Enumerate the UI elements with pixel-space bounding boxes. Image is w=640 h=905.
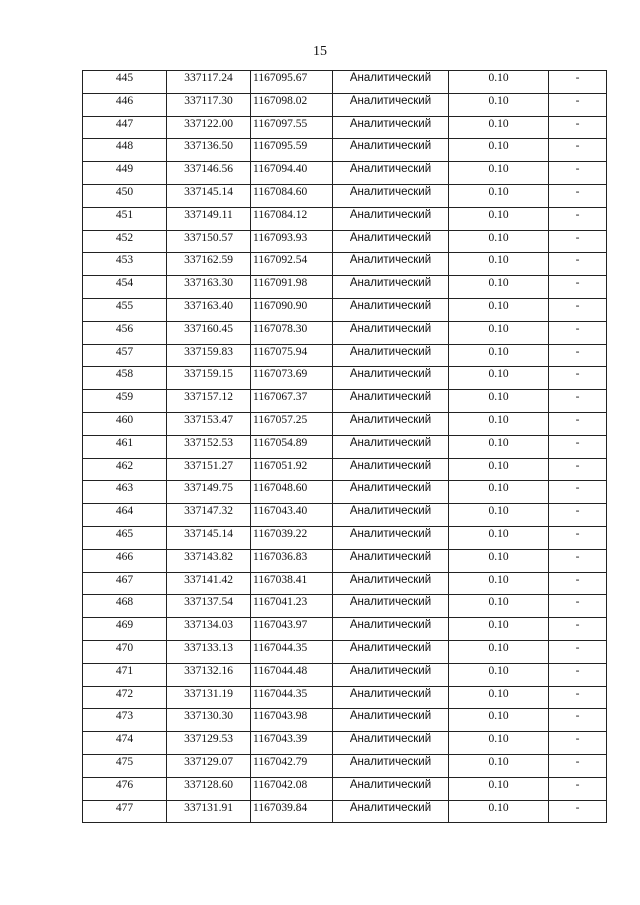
point-number-cell: 445 xyxy=(83,71,167,94)
point-number-cell: 464 xyxy=(83,504,167,527)
x-coordinate-cell: 337159.15 xyxy=(167,367,251,390)
x-coordinate-cell: 337117.30 xyxy=(167,93,251,116)
note-cell: - xyxy=(549,618,607,641)
point-number-cell: 453 xyxy=(83,253,167,276)
method-cell: Аналитический xyxy=(333,390,449,413)
x-coordinate-cell: 337149.11 xyxy=(167,207,251,230)
method-cell: Аналитический xyxy=(333,116,449,139)
table-row xyxy=(83,777,607,800)
table-row xyxy=(83,686,607,709)
y-coordinate-cell: 1167044.48 xyxy=(251,663,333,686)
accuracy-cell: 0.10 xyxy=(449,162,549,185)
point-number-cell: 474 xyxy=(83,732,167,755)
note-cell: - xyxy=(549,321,607,344)
method-cell: Аналитический xyxy=(333,526,449,549)
method-cell: Аналитический xyxy=(333,344,449,367)
note-cell: - xyxy=(549,640,607,663)
table-row xyxy=(83,321,607,344)
method-cell: Аналитический xyxy=(333,162,449,185)
method-cell: Аналитический xyxy=(333,618,449,641)
method-cell: Аналитический xyxy=(333,572,449,595)
accuracy-cell: 0.10 xyxy=(449,686,549,709)
x-coordinate-cell: 337136.50 xyxy=(167,139,251,162)
table-row xyxy=(83,116,607,139)
x-coordinate-cell: 337145.14 xyxy=(167,184,251,207)
point-number-cell: 477 xyxy=(83,800,167,823)
accuracy-cell: 0.10 xyxy=(449,526,549,549)
accuracy-cell: 0.10 xyxy=(449,709,549,732)
table-row xyxy=(83,390,607,413)
table-row xyxy=(83,162,607,185)
note-cell: - xyxy=(549,458,607,481)
table-row xyxy=(83,754,607,777)
accuracy-cell: 0.10 xyxy=(449,754,549,777)
y-coordinate-cell: 1167036.83 xyxy=(251,549,333,572)
y-coordinate-cell: 1167095.67 xyxy=(251,71,333,94)
y-coordinate-cell: 1167039.22 xyxy=(251,526,333,549)
accuracy-cell: 0.10 xyxy=(449,572,549,595)
y-coordinate-cell: 1167039.84 xyxy=(251,800,333,823)
table-row xyxy=(83,526,607,549)
y-coordinate-cell: 1167048.60 xyxy=(251,481,333,504)
y-coordinate-cell: 1167044.35 xyxy=(251,640,333,663)
note-cell: - xyxy=(549,412,607,435)
accuracy-cell: 0.10 xyxy=(449,298,549,321)
point-number-cell: 448 xyxy=(83,139,167,162)
method-cell: Аналитический xyxy=(333,595,449,618)
y-coordinate-cell: 1167093.93 xyxy=(251,230,333,253)
accuracy-cell: 0.10 xyxy=(449,504,549,527)
table-row xyxy=(83,344,607,367)
table-row xyxy=(83,412,607,435)
x-coordinate-cell: 337128.60 xyxy=(167,777,251,800)
accuracy-cell: 0.10 xyxy=(449,71,549,94)
note-cell: - xyxy=(549,230,607,253)
x-coordinate-cell: 337151.27 xyxy=(167,458,251,481)
note-cell: - xyxy=(549,777,607,800)
note-cell: - xyxy=(549,663,607,686)
method-cell: Аналитический xyxy=(333,800,449,823)
point-number-cell: 447 xyxy=(83,116,167,139)
x-coordinate-cell: 337131.19 xyxy=(167,686,251,709)
y-coordinate-cell: 1167043.97 xyxy=(251,618,333,641)
point-number-cell: 471 xyxy=(83,663,167,686)
point-number-cell: 449 xyxy=(83,162,167,185)
accuracy-cell: 0.10 xyxy=(449,618,549,641)
method-cell: Аналитический xyxy=(333,435,449,458)
x-coordinate-cell: 337162.59 xyxy=(167,253,251,276)
accuracy-cell: 0.10 xyxy=(449,412,549,435)
coordinates-table xyxy=(82,70,607,823)
note-cell: - xyxy=(549,276,607,299)
point-number-cell: 461 xyxy=(83,435,167,458)
y-coordinate-cell: 1167078.30 xyxy=(251,321,333,344)
method-cell: Аналитический xyxy=(333,732,449,755)
note-cell: - xyxy=(549,207,607,230)
table-row xyxy=(83,298,607,321)
y-coordinate-cell: 1167084.60 xyxy=(251,184,333,207)
accuracy-cell: 0.10 xyxy=(449,549,549,572)
method-cell: Аналитический xyxy=(333,549,449,572)
x-coordinate-cell: 337143.82 xyxy=(167,549,251,572)
method-cell: Аналитический xyxy=(333,93,449,116)
note-cell: - xyxy=(549,754,607,777)
method-cell: Аналитический xyxy=(333,230,449,253)
note-cell: - xyxy=(549,732,607,755)
y-coordinate-cell: 1167092.54 xyxy=(251,253,333,276)
accuracy-cell: 0.10 xyxy=(449,207,549,230)
accuracy-cell: 0.10 xyxy=(449,481,549,504)
table-row xyxy=(83,253,607,276)
table-row xyxy=(83,663,607,686)
method-cell: Аналитический xyxy=(333,504,449,527)
y-coordinate-cell: 1167091.98 xyxy=(251,276,333,299)
method-cell: Аналитический xyxy=(333,777,449,800)
table-row xyxy=(83,618,607,641)
x-coordinate-cell: 337145.14 xyxy=(167,526,251,549)
method-cell: Аналитический xyxy=(333,184,449,207)
note-cell: - xyxy=(549,93,607,116)
table-row xyxy=(83,71,607,94)
table-row xyxy=(83,207,607,230)
x-coordinate-cell: 337122.00 xyxy=(167,116,251,139)
accuracy-cell: 0.10 xyxy=(449,184,549,207)
point-number-cell: 473 xyxy=(83,709,167,732)
x-coordinate-cell: 337159.83 xyxy=(167,344,251,367)
point-number-cell: 459 xyxy=(83,390,167,413)
x-coordinate-cell: 337130.30 xyxy=(167,709,251,732)
point-number-cell: 470 xyxy=(83,640,167,663)
accuracy-cell: 0.10 xyxy=(449,732,549,755)
x-coordinate-cell: 337149.75 xyxy=(167,481,251,504)
method-cell: Аналитический xyxy=(333,367,449,390)
y-coordinate-cell: 1167067.37 xyxy=(251,390,333,413)
method-cell: Аналитический xyxy=(333,412,449,435)
table-row xyxy=(83,504,607,527)
y-coordinate-cell: 1167075.94 xyxy=(251,344,333,367)
x-coordinate-cell: 337134.03 xyxy=(167,618,251,641)
note-cell: - xyxy=(549,116,607,139)
point-number-cell: 476 xyxy=(83,777,167,800)
method-cell: Аналитический xyxy=(333,709,449,732)
point-number-cell: 451 xyxy=(83,207,167,230)
table-row xyxy=(83,595,607,618)
note-cell: - xyxy=(549,184,607,207)
note-cell: - xyxy=(549,481,607,504)
point-number-cell: 456 xyxy=(83,321,167,344)
x-coordinate-cell: 337132.16 xyxy=(167,663,251,686)
y-coordinate-cell: 1167038.41 xyxy=(251,572,333,595)
accuracy-cell: 0.10 xyxy=(449,230,549,253)
table-row xyxy=(83,435,607,458)
method-cell: Аналитический xyxy=(333,754,449,777)
x-coordinate-cell: 337150.57 xyxy=(167,230,251,253)
accuracy-cell: 0.10 xyxy=(449,640,549,663)
point-number-cell: 458 xyxy=(83,367,167,390)
accuracy-cell: 0.10 xyxy=(449,390,549,413)
accuracy-cell: 0.10 xyxy=(449,777,549,800)
x-coordinate-cell: 337129.53 xyxy=(167,732,251,755)
y-coordinate-cell: 1167057.25 xyxy=(251,412,333,435)
x-coordinate-cell: 337163.40 xyxy=(167,298,251,321)
x-coordinate-cell: 337131.91 xyxy=(167,800,251,823)
accuracy-cell: 0.10 xyxy=(449,367,549,390)
page-number: 15 xyxy=(313,44,327,59)
accuracy-cell: 0.10 xyxy=(449,139,549,162)
accuracy-cell: 0.10 xyxy=(449,458,549,481)
note-cell: - xyxy=(549,526,607,549)
accuracy-cell: 0.10 xyxy=(449,93,549,116)
y-coordinate-cell: 1167054.89 xyxy=(251,435,333,458)
table-row xyxy=(83,367,607,390)
y-coordinate-cell: 1167094.40 xyxy=(251,162,333,185)
point-number-cell: 465 xyxy=(83,526,167,549)
method-cell: Аналитический xyxy=(333,253,449,276)
point-number-cell: 472 xyxy=(83,686,167,709)
table-body xyxy=(83,71,607,823)
accuracy-cell: 0.10 xyxy=(449,435,549,458)
x-coordinate-cell: 337163.30 xyxy=(167,276,251,299)
y-coordinate-cell: 1167073.69 xyxy=(251,367,333,390)
y-coordinate-cell: 1167098.02 xyxy=(251,93,333,116)
method-cell: Аналитический xyxy=(333,321,449,344)
method-cell: Аналитический xyxy=(333,298,449,321)
note-cell: - xyxy=(549,686,607,709)
x-coordinate-cell: 337117.24 xyxy=(167,71,251,94)
method-cell: Аналитический xyxy=(333,481,449,504)
note-cell: - xyxy=(549,162,607,185)
table-row xyxy=(83,93,607,116)
note-cell: - xyxy=(549,549,607,572)
note-cell: - xyxy=(549,344,607,367)
method-cell: Аналитический xyxy=(333,640,449,663)
method-cell: Аналитический xyxy=(333,686,449,709)
table-row xyxy=(83,572,607,595)
table-row xyxy=(83,709,607,732)
y-coordinate-cell: 1167097.55 xyxy=(251,116,333,139)
y-coordinate-cell: 1167043.98 xyxy=(251,709,333,732)
y-coordinate-cell: 1167090.90 xyxy=(251,298,333,321)
table-row xyxy=(83,640,607,663)
method-cell: Аналитический xyxy=(333,207,449,230)
accuracy-cell: 0.10 xyxy=(449,253,549,276)
note-cell: - xyxy=(549,595,607,618)
accuracy-cell: 0.10 xyxy=(449,595,549,618)
table-row xyxy=(83,230,607,253)
table-row xyxy=(83,549,607,572)
y-coordinate-cell: 1167084.12 xyxy=(251,207,333,230)
x-coordinate-cell: 337153.47 xyxy=(167,412,251,435)
note-cell: - xyxy=(549,367,607,390)
x-coordinate-cell: 337160.45 xyxy=(167,321,251,344)
method-cell: Аналитический xyxy=(333,276,449,299)
accuracy-cell: 0.10 xyxy=(449,344,549,367)
table-row xyxy=(83,800,607,823)
note-cell: - xyxy=(549,435,607,458)
point-number-cell: 469 xyxy=(83,618,167,641)
y-coordinate-cell: 1167041.23 xyxy=(251,595,333,618)
method-cell: Аналитический xyxy=(333,139,449,162)
note-cell: - xyxy=(549,504,607,527)
accuracy-cell: 0.10 xyxy=(449,276,549,299)
note-cell: - xyxy=(549,253,607,276)
y-coordinate-cell: 1167095.59 xyxy=(251,139,333,162)
point-number-cell: 446 xyxy=(83,93,167,116)
point-number-cell: 450 xyxy=(83,184,167,207)
point-number-cell: 467 xyxy=(83,572,167,595)
point-number-cell: 457 xyxy=(83,344,167,367)
x-coordinate-cell: 337129.07 xyxy=(167,754,251,777)
y-coordinate-cell: 1167043.39 xyxy=(251,732,333,755)
point-number-cell: 454 xyxy=(83,276,167,299)
x-coordinate-cell: 337147.32 xyxy=(167,504,251,527)
table-row xyxy=(83,458,607,481)
y-coordinate-cell: 1167051.92 xyxy=(251,458,333,481)
note-cell: - xyxy=(549,709,607,732)
point-number-cell: 466 xyxy=(83,549,167,572)
x-coordinate-cell: 337141.42 xyxy=(167,572,251,595)
accuracy-cell: 0.10 xyxy=(449,116,549,139)
point-number-cell: 452 xyxy=(83,230,167,253)
method-cell: Аналитический xyxy=(333,458,449,481)
y-coordinate-cell: 1167042.79 xyxy=(251,754,333,777)
table-row xyxy=(83,139,607,162)
x-coordinate-cell: 337157.12 xyxy=(167,390,251,413)
accuracy-cell: 0.10 xyxy=(449,321,549,344)
y-coordinate-cell: 1167042.08 xyxy=(251,777,333,800)
x-coordinate-cell: 337152.53 xyxy=(167,435,251,458)
table-row xyxy=(83,276,607,299)
point-number-cell: 460 xyxy=(83,412,167,435)
note-cell: - xyxy=(549,298,607,321)
x-coordinate-cell: 337137.54 xyxy=(167,595,251,618)
note-cell: - xyxy=(549,572,607,595)
point-number-cell: 468 xyxy=(83,595,167,618)
x-coordinate-cell: 337133.13 xyxy=(167,640,251,663)
table-row xyxy=(83,481,607,504)
point-number-cell: 462 xyxy=(83,458,167,481)
note-cell: - xyxy=(549,71,607,94)
note-cell: - xyxy=(549,390,607,413)
note-cell: - xyxy=(549,139,607,162)
method-cell: Аналитический xyxy=(333,663,449,686)
y-coordinate-cell: 1167044.35 xyxy=(251,686,333,709)
accuracy-cell: 0.10 xyxy=(449,663,549,686)
y-coordinate-cell: 1167043.40 xyxy=(251,504,333,527)
accuracy-cell: 0.10 xyxy=(449,800,549,823)
table-row xyxy=(83,732,607,755)
x-coordinate-cell: 337146.56 xyxy=(167,162,251,185)
point-number-cell: 475 xyxy=(83,754,167,777)
note-cell: - xyxy=(549,800,607,823)
method-cell: Аналитический xyxy=(333,71,449,94)
point-number-cell: 463 xyxy=(83,481,167,504)
table-row xyxy=(83,184,607,207)
point-number-cell: 455 xyxy=(83,298,167,321)
